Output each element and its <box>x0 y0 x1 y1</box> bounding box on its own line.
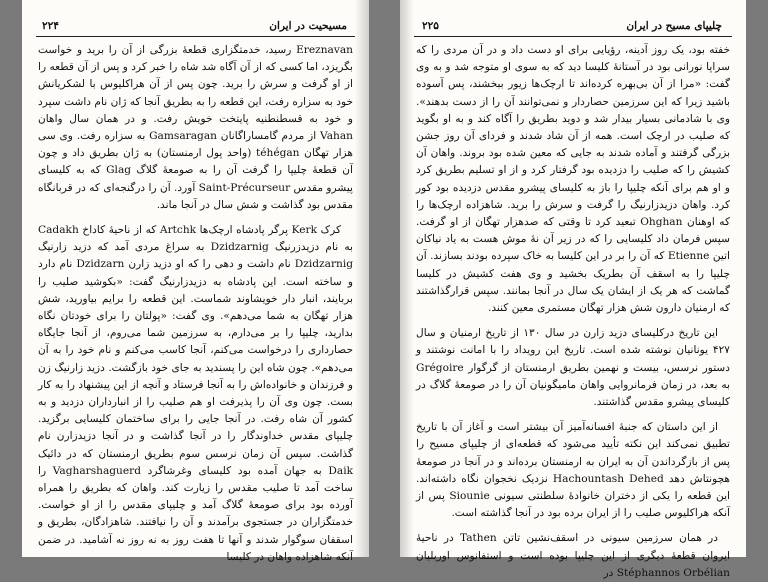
paragraph: Ereznavan رسید، خدمتگزاری قطعهٔ بزرگی از آن را برید و خواست بگریزد، اما کسی که از آن آگاه شد شاه را خبر کرد و پس از آن قطعه را از او گرفت و سرش را برید. چون پس از آن هراکلیوس با لشکریانش خود به سزاره رفت، این قطعه را به بطریق آنجا که ژان نام داشت سپرد و خود به قسطنطنیه پایتخت خویش رفت. و در همان سال واهان Vahan از مردم گامساراگانان Gamsaragan به سزاره رفت. وی سی هزار تهگان téhégan (واحد پول ارمنستان) به ژان بطریق داد و چون آن قطعهٔ چلیپا را گرفت آن را به صومعهٔ گلاگ Glag که به کلیسای پیشرو مقدس Saint-Précurseur آورد. آن را درگنجه‌ای که در قربانگاه مقدس بود گذاشت و شش سال در آنجا ماند. <box>38 44 353 211</box>
page-body <box>416 42 731 579</box>
paragraph: از این داستان که جنبهٔ افسانه‌آمیز آن بیشتر است و آغاز آن با تاریخ تطبیق نمی‌کند این نکته تأیید می‌شود که قطعه‌ای از چلیپای مسیح را پس از بازگرداندن آن به ایران به ارمنستان برده‌اند و در آنجا در صومعهٔ هچونتاش دهد Hachountash Dehed نزدیک نخجوان نگاه داشته‌اند. این قطعه را یکی از دختران خانوادهٔ سلطنتی سیونی Siounie پس از آنکه هراکلیوس صلیب را از ایران برده بود در آنجا گذاشته است. <box>416 421 731 520</box>
page-number: ۲۲۴ <box>42 20 59 32</box>
page-number: ۲۲۵ <box>422 20 439 32</box>
paragraph: خفته بود، یک روز آدینه، رؤیایی برای او دست داد و در آن مردی را که سراپا نورانی بود در آستانهٔ کلیسا دید که به سوی او متوجه شد و به وی گفت: «مرا از آن بی‌بهره کرده‌اند تا ارچک‌ها زیور ببخشند، پس آسوده باشید زیرا که این سرزمین حصاردار و نمی‌توانند آن را از دست بدهند». وی با شادمانی بسیار بیدار شد و دوید بطریق را آگاه کند و به او بگوید که صلیب در ارچک است. همه از آن شاد شدند و فردای آن روز جشن بزرگی گرفتند و آماده شدند به جایی که معین شده بود بروند. واهان آن کشیش را که صلیب را دزدیده بود گرفتار کرد و از او تسلیم بطریق کرد و او هم برای آنکه چلیپا را باز به کلیسای پیشرو مقدس دزدیده بود کور کرد. واهان دزیدزارنیگ را گرفت و سرش را برید. شاهزاده ارچک‌ها را که اوهنان Ohghan تبعید کرد تا وقتی که صدهزار تهگان از او گرفت. سپس فرمان داد کلیسایی را که در زیر آن نهٔ موش هست به یاد نیاکان اتین Etienne که آن را بر در این کلیسا به خاک سپرده بودند بسازند. آن چلیپا را به اسقف آن بطریک بخشید و وی هفت کشیش در کلیسا گماشت که هر یک از ایشان یک سال در آنجا بمانند. سپس قرارگذاشتند که ارمنیان دارون شش هزار تهگان مستمری معین کنند. <box>416 44 731 315</box>
page-header <box>414 18 732 37</box>
page-body <box>38 42 354 563</box>
left-page <box>22 0 369 563</box>
running-title: مسیحیت در ایران <box>269 20 347 32</box>
paragraph: در همان سرزمین سیونی در اسقف‌نشین تاتن Tathen در ناحیهٔ ایروان قطعهٔ دیگری از این چلیپا بوده است و استفانوس اوربلیان Stéphannos Orbélian در <box>416 532 730 579</box>
page-header <box>36 18 355 37</box>
running-title: چلیپای مسیح در ایران <box>626 20 722 32</box>
gutter-shadow <box>400 0 414 557</box>
paragraph: کرک Kerk پرگر پادشاه ارچک‌ها Artchk که از ناحیهٔ کاداخ Cadakh به نام دزیدزرنیگ Dzidzarnig به سراغ مردی آمد که دزید زارنیگ Dzidzarnig نام داشت و دهی را که او دزید زارن Dzidzarn نام دارد و ساخته است. این پادشاه به دزیدزارنیگ گفت: «بکوشید صلیب را بربایند، انبار دار خویشاوند شماست. این قطعه را برایم بیاورید، شش هزار تهگان به شما می‌دهم». وی گفت: «پولتان را برای خودتان نگاه بدارید، چلیپا را بر می‌دارم، به سرزمین شما می‌روم، از آنجا جایگاه حصارداری را درخواست می‌کنم، آنجا کاسب می‌کنم و نام خود را به آن می‌دهم». چون شاه این را پسندید به جای خود بازگشت. دزید زارنیگ زن و فرزندان و خانواده‌اش را به آنجا فرستاد و آنچه از این پیشنهاد را به کار بست. چون وی آن را پذیرفت او هم صلیب را از انبارداران دزدید و به کشور آن شاه رفت. در آنجا جایی را برای ساختمان کلیسایی برگزید. چلیپای مقدس خداوندگار را در آنجا گذاشت و در آنجا دزیدزارن نام گذاشت. سپس آن زمان نرسس سوم بطریق ارمنستان که در دائیک Daik به جهان آمده بود کلیسای وغرشاگرد Vagharshaguerd را ساخت آمد تا صلیب مقدس را زیارت کند. واهان که بطریق را همراه آورده بود برای صومعهٔ گلاگ آمد و چلیپای مقدس را از او خواست. خدمتگزاران در جستجوی برآمدند و آن را نیافتند. شاهزادگان، بطریق و اسقفان سوگوار شدند و آنها تا هفت روز به نه روز نه آشامید. در ضمن آنکه شاهزاده واهان در کلیسا <box>38 224 354 563</box>
gutter-shadow <box>355 0 369 557</box>
right-page <box>400 0 746 579</box>
paragraph: این تاریخ درکلیسای دزید زارن در سال ۱۳۰ از تاریخ ارمنیان و سال ۴۲۷ یونانیان نوشته شده است. تاریخ این رویداد را با امانت نوشتند و دستور نرسس، بیست و نهمین بطریق ارمنستان از گرگوار Grégoire به بعد، در زمان فرمانروایی واهان ماميگونیان آن را در صومعهٔ گلاگ در کلیسای پیشرو مقدس گذاشتند. <box>416 327 730 409</box>
